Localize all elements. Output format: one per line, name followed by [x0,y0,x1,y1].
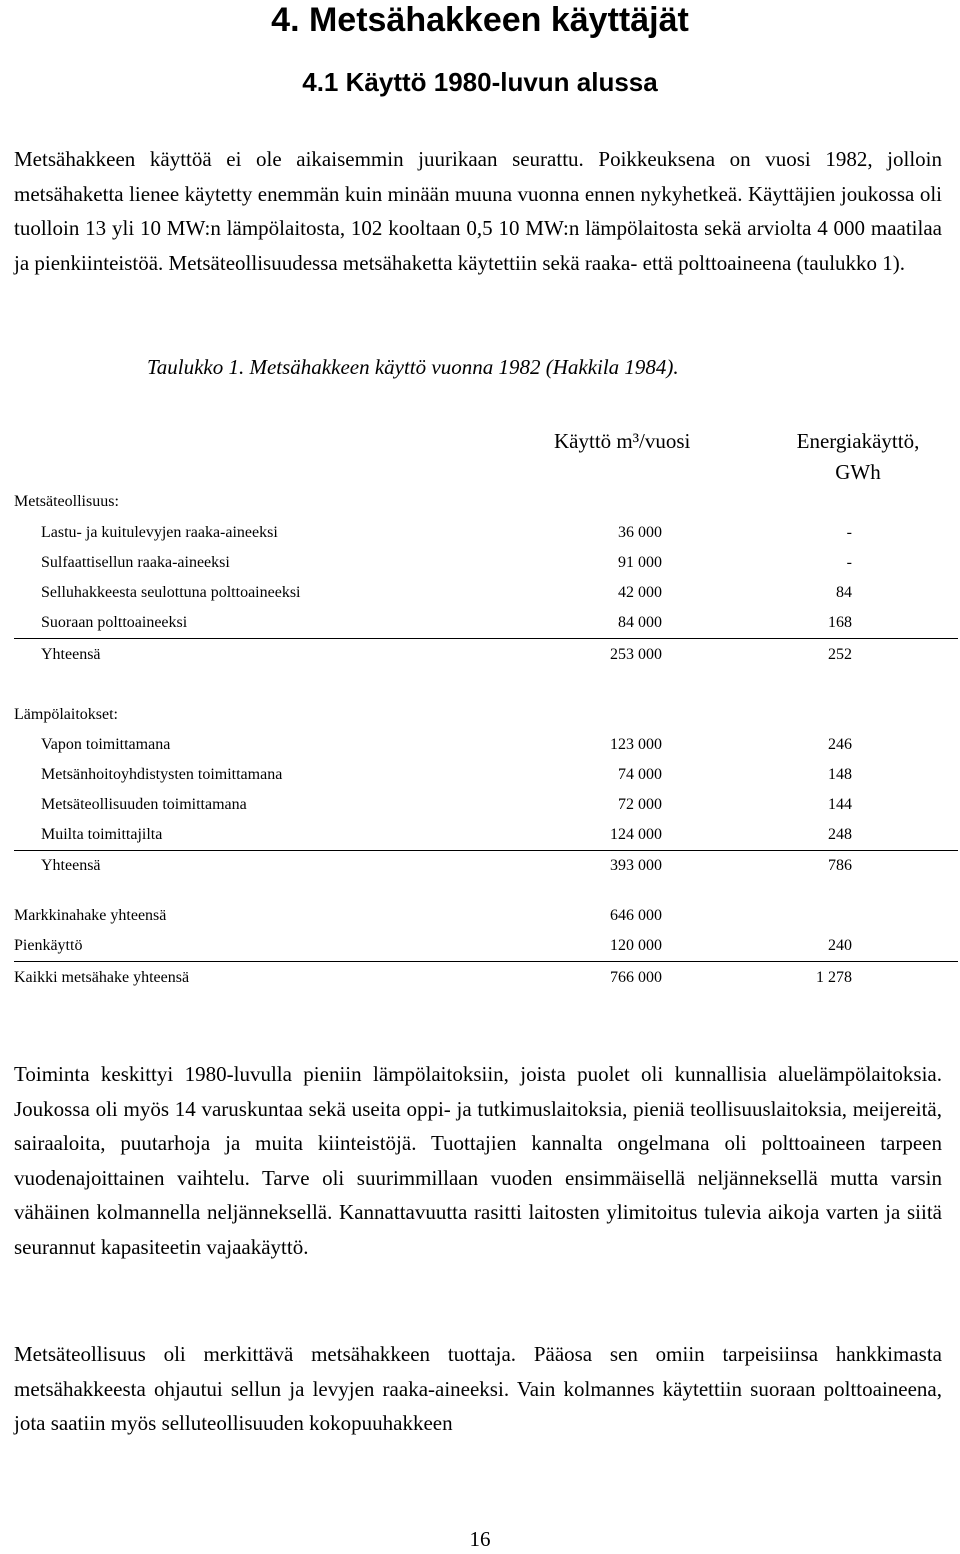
row-label: Vapon toimittamana [41,736,171,753]
row-energy-value: 240 [828,937,852,954]
row-label: Muilta toimittajilta [41,826,163,843]
row-energy-value: 252 [828,646,852,663]
row-energy-value: 168 [828,614,852,631]
table-row-section-heating-plants [14,700,958,730]
row-energy-value: 148 [828,766,852,783]
row-usage-value: 91 000 [618,554,662,571]
row-energy-value: 248 [828,826,852,843]
row-usage-value: 120 000 [610,937,662,954]
table-row [14,790,958,820]
table-row [14,578,958,608]
row-label: Metsäteollisuuden toimittamana [41,796,247,813]
row-energy-value: 144 [828,796,852,813]
table-row [14,608,958,639]
table-row [14,820,958,851]
table-row [14,730,958,760]
row-label: Selluhakkeesta seulottuna polttoaineeksi [41,584,301,601]
table-row [14,901,958,931]
table-row-subtotal [14,851,958,881]
row-energy-value: 786 [828,857,852,874]
row-usage-value: 766 000 [610,969,662,986]
table-header-energy-line1: Energiakäyttö, [796,429,920,453]
row-label: Pienkäyttö [14,937,83,954]
row-usage-value: 393 000 [610,857,662,874]
chapter-heading: 4. Metsähakkeen käyttäjät [271,1,689,39]
row-label: Metsänhoitoyhdistysten toimittamana [41,766,283,783]
row-label: Yhteensä [41,857,101,874]
row-energy-value: - [846,524,852,541]
row-usage-value: 646 000 [610,907,662,924]
intro-paragraph: Metsähakkeen käyttöä ei ole aikaisemmin juurikaan seurattu. Poikkeuksena on vuosi 1982, jolloin metsähaketta lienee käytetty enemmän kuin minään muuna vuonna ennen nykyhetkeä. Käyttäjien joukossa oli tuolloin 13 yli 10 MW:n lämpölaitosta, 102 kooltaan 0,5 10 MW:n lämpölaitosta sekä arviolta 4 000 maatilaa ja pienkiinteistöä. Metsäteollisuudessa metsähaketta käytettiin sekä raaka- että polttoaineena (taulukko 1). [14,147,942,275]
row-usage-value: 74 000 [618,766,662,783]
table-row [14,548,958,578]
row-energy-value: - [846,554,852,571]
row-label: Sulfaattisellun raaka-aineeksi [41,554,230,571]
row-label: Lastu- ja kuitulevyjen raaka-aineeksi [41,524,278,541]
table-header-usage: Käyttö m³/vuosi [554,429,691,453]
row-usage-value: 124 000 [610,826,662,843]
row-energy-value: 1 278 [816,969,852,986]
row-label: Metsäteollisuus: [14,493,119,510]
body-paragraph-2: Toiminta keskittyi 1980-luvulla pieniin lämpölaitoksiin, joista puolet oli kunnallisia aluelämpölaitoksia. Joukossa oli myös 14 varuskuntaa sekä useita oppi- ja tutkimuslaitoksia, pieniä teollisuuslaitoksia, meijereitä, sairaaloita, puutarhoja ja muita kiinteistöjä. Tuottajien kannalta ongelmana oli polttoaineen tarpeen vuodenajoittainen vaihtelu. Tarve oli suurimmillaan vuoden ensimmäisellä neljänneksellä mutta varsin vähäinen kolmannella neljänneksellä. Kannattavuutta rasitti laitosten ylimitoitus tulevia aikoja varten ja siitä seurannut kapasiteetin vajaakäyttö. [14,1062,942,1259]
row-energy-value: 246 [828,736,852,753]
page-number: 16 [469,1527,491,1551]
row-usage-value: 36 000 [618,524,662,541]
table-row [14,518,958,548]
row-label: Markkinahake yhteensä [14,907,167,924]
table-row [14,760,958,790]
row-usage-value: 72 000 [618,796,662,813]
row-label: Kaikki metsähake yhteensä [14,969,190,986]
row-usage-value: 84 000 [618,614,662,631]
table-row-subtotal [14,640,958,670]
row-usage-value: 42 000 [618,584,662,601]
table-row [14,931,958,962]
row-label: Lämpölaitokset: [14,706,118,723]
row-usage-value: 253 000 [610,646,662,663]
section-heading: 4.1 Käyttö 1980-luvun alussa [302,67,658,97]
table-row-section-forest-industry [14,487,958,517]
row-energy-value: 84 [836,584,852,601]
row-label: Suoraan polttoaineeksi [41,614,188,631]
table-caption: Taulukko 1. Metsähakkeen käyttö vuonna 1982 (Hakkila 1984). [147,355,679,379]
row-usage-value: 123 000 [610,736,662,753]
row-label: Yhteensä [41,646,101,663]
body-paragraph-3: Metsäteollisuus oli merkittävä metsähakkeen tuottaja. Pääosa sen omiin tarpeisiinsa hankkimasta metsähakkeesta ohjautui sellun ja levyjen raaka-aineeksi. Vain kolmannes käytettiin suoraan polttoaineena, jota saatiin myös selluteollisuuden kokopuuhakkeen [14,1342,942,1435]
table-header-energy [780,426,936,488]
table-row-total [14,963,958,993]
table-header-energy-line2: GWh [835,460,881,484]
